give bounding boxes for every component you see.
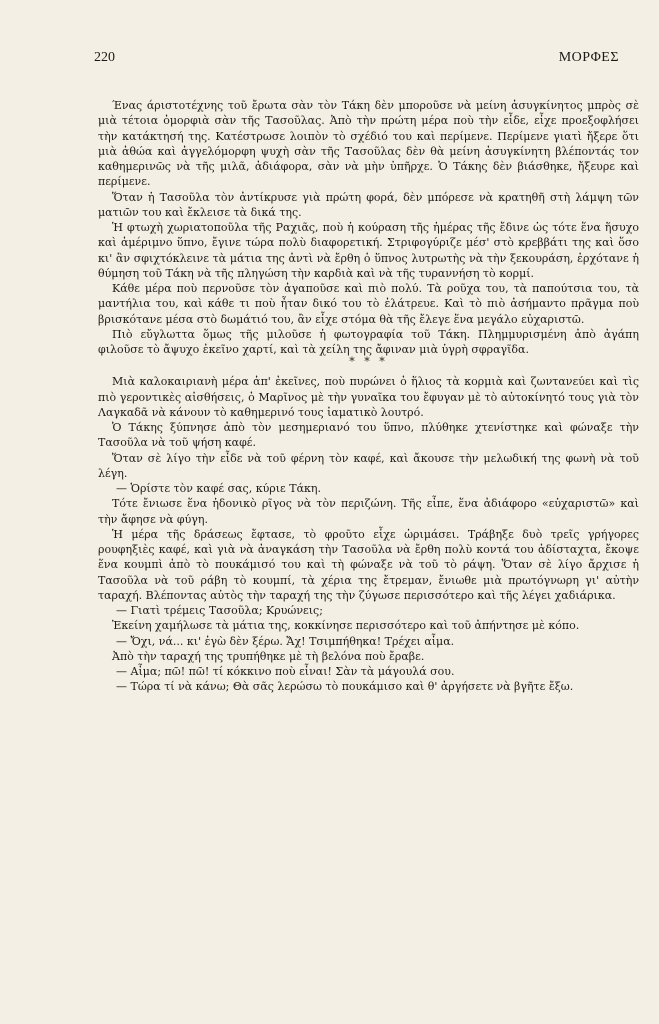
paragraph: Ένας άριστοτέχνης τοῦ ἔρωτα σὰν τὸν Τάκη δὲν μποροῦσε νὰ μείνη ἀσυγκίνητος μπρὸς σὲ μιὰ τέτοια ὀμορφιὰ σὰν τῆς Τασοῦλας. Ἀπὸ τὴν πρώτη μέρα ποὺ τὴν εἶδε, εἶχε προεξοφλήσει τὴν κατάκτησή της. Κατέστρωσε λοιπὸν τὸ σχέδιό του καὶ περίμενε. Περίμενε γιατὶ ἤξερε ὅτι μιὰ ἁθώα καὶ ἀγγελόμορφη ψυχὴ σὰν τῆς Τασοῦλας δὲν θὰ μείνη ἀσυγκίνητη βλέποντάς τον καθημερινῶς νὰ τῆς μιλᾶ, ἀδιάφορα, σὰν νὰ μὴν ὑπῆρχε. Ὁ Τάκης δὲν βιάσθηκε, ἤξευρε καὶ περίμενε. bbox=[98, 99, 639, 189]
dialogue-line: — Αἷμα; πῶ! πῶ! τί κόκκινο ποὺ εἶναι! Σὰν τὰ μάγουλά σου. bbox=[116, 665, 455, 678]
paragraph: Μιὰ καλοκαιριανὴ μέρα ἀπ' ἐκεῖνες, ποὺ πυρώνει ὁ ἥλιος τὰ κορμιὰ καὶ ζωντανεύει καὶ τὶς πιὸ γεροντικὲς αἰσθήσεις, ὁ Μαρῖνος μὲ τὴν γυναῖκα του ἔφυγαν μὲ τὸ αὐτοκίνητό τους γιὰ τὸν Λαγκαδᾶ νὰ κάνουν τὸ καθημερινό τους ἰαματικὸ λουτρό. bbox=[98, 375, 639, 419]
paragraph: Ὅταν ἡ Τασοῦλα τὸν ἀντίκρυσε γιὰ πρώτη φορά, δὲν μπόρεσε νὰ κρατηθῆ στὴ λάμψη τῶν ματιῶν του καὶ ἔκλεισε τὰ δικά της. bbox=[98, 190, 639, 219]
paragraph: Ἡ φτωχὴ χωριατοποῦλα τῆς Ραχιᾶς, ποὺ ἡ κούραση τῆς ἡμέρας τῆς ἔδινε ὡς τότε ἕνα ἥσυχο καὶ ἀμέριμνο ὕπνο, ἔγινε τώρα πολὺ διαφορετική. Στριφογύριζε μέσ' στὸ κρεββάτι της καὶ ὅσο κι' ἂν σφιχτόκλεινε τὰ μάτια της ἀντὶ νὰ ἔρθη ὁ ὕπνος λυτρωτὴς νὰ τὴν ξεκουράση, ἐρχότανε ἡ θύμηση τοῦ Τάκη νὰ τῆς πληγώση τὴν καρδιὰ καὶ νὰ τῆς τυραννήση τὸ κορμί. bbox=[98, 221, 639, 280]
section-separator: * * * bbox=[349, 355, 388, 369]
dialogue-line: — Γιατὶ τρέμεις Τασοῦλα; Κρυώνεις; bbox=[116, 604, 323, 617]
dialogue-line: — Τώρα τί νὰ κάνω; Θὰ σᾶς λερώσω τὸ πουκάμισο καὶ θ' ἀργήσετε νὰ βγῆτε ἔξω. bbox=[116, 680, 574, 694]
dialogue-line: — Ὁρίστε τὸν καφέ σας, κύριε Τάκη. bbox=[116, 482, 321, 495]
paragraph: Ἀπὸ τὴν ταραχή της τρυπήθηκε μὲ τὴ βελόνα ποὺ ἔραβε. bbox=[112, 649, 425, 663]
dialogue-line: — Ὄχι, νά... κι' ἐγὼ δὲν ξέρω. Ἄχ! Τσιμπήθηκα! Τρέχει αἷμα. bbox=[116, 634, 455, 648]
running-title: ΜΟΡΦΕΣ bbox=[558, 50, 619, 65]
page-header bbox=[94, 50, 639, 66]
paragraph: Κάθε μέρα ποὺ περνοῦσε τὸν ἀγαποῦσε καὶ πιὸ πολύ. Τὰ ροῦχα του, τὰ παπούτσια του, τὰ μαντήλια του, καὶ κάθε τι ποὺ ἦταν δικό του τὸ ἐλάτρευε. Καὶ τὸ πιὸ ἀσήμαντο πρᾶγμα ποὺ βρισκότανε μέσα στὸ δωμάτιό του, ἂν εἶχε στόμα θὰ τῆς ἔλεγε ἕνα μεγάλο εὐχαριστῶ. bbox=[98, 282, 639, 326]
page-number: 220 bbox=[94, 50, 115, 65]
paragraph: Ὁ Τάκης ξύπνησε ἀπὸ τὸν μεσημεριανό του ὕπνο, πλύθηκε χτενίστηκε καὶ φώναξε τὴν Τασοῦλα νὰ τοῦ ψήση καφέ. bbox=[98, 421, 639, 450]
paragraph: Ὅταν σὲ λίγο τὴν εἶδε νὰ τοῦ φέρνη τὸν καφέ, καὶ ἄκουσε τὴν μελωδική της φωνὴ νὰ τοῦ λέγη. bbox=[98, 451, 639, 480]
body-text bbox=[98, 98, 639, 695]
paragraph: Πιὸ εὔγλωττα ὅμως τῆς μιλοῦσε ἡ φωτογραφία τοῦ Τάκη. Πλημμυρισμένη ἀπὸ ἀγάπη φιλοῦσε τὸ ἄψυχο ἐκεῖνο χαρτί, καὶ τὰ χείλη της ἄφιναν μιὰ ὑγρὴ σφραγῖδα. bbox=[98, 327, 639, 356]
paragraph: Τότε ἔνιωσε ἕνα ἡδονικὸ ρῖγος νὰ τὸν περιζώνη. Τῆς εἶπε, ἕνα ἀδιάφορο «εὐχαριστῶ» καὶ τὴν ἄφησε νὰ φύγη. bbox=[98, 497, 639, 526]
paragraph: Ἐκείνη χαμήλωσε τὰ μάτια της, κοκκίνησε περισσότερο καὶ τοῦ ἀπήντησε μὲ κόπο. bbox=[112, 619, 580, 633]
paragraph: Ἡ μέρα τῆς δράσεως ἔφτασε, τὸ φροῦτο εἶχε ὡριμάσει. Τράβηξε δυὸ τρεῖς γρήγορες ρουφηξιὲς καφέ, καὶ γιὰ νὰ ἀναγκάση τὴν Τασοῦλα νὰ ἔρθη πολὺ κοντά του ἀδίσταχτα, ἔκοψε ἕνα κουμπὶ ἀπὸ τὸ πουκάμισό του καὶ τὴ φώναξε νὰ τοῦ τὸ ράψη. Ὅταν σὲ λίγο ἄρχισε ἡ Τασοῦλα νὰ τοῦ ράβη τὸ κουμπί, τὰ χέρια της ἔτρεμαν, ἔνιωθε μιὰ πρωτόγνωρη γι' αὐτὴν ταραχή. Βλέποντας αὐτὸς τὴν ταραχή της τὴν ζύγωσε περισσότερο καὶ τῆς λέγει χαδιάρικα. bbox=[98, 527, 639, 602]
